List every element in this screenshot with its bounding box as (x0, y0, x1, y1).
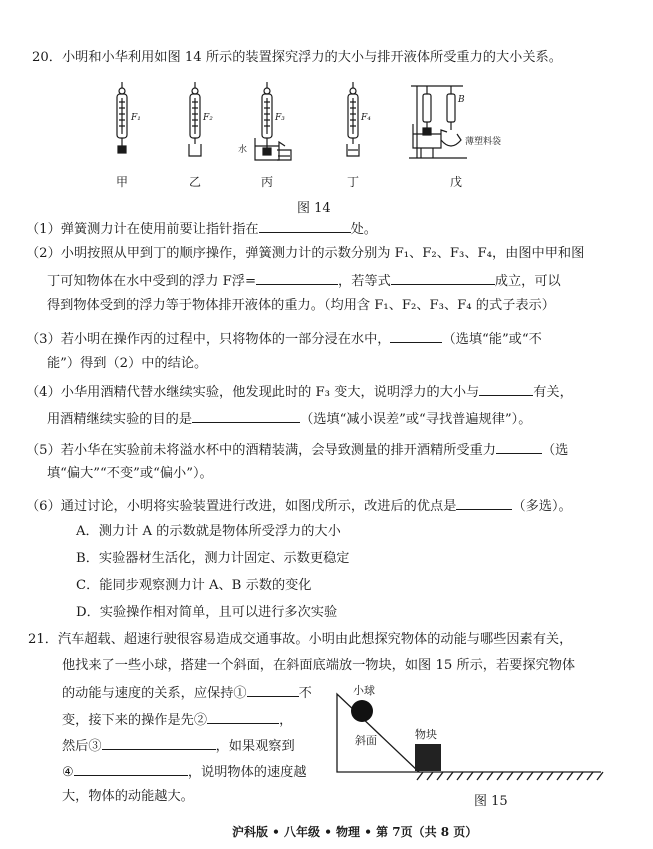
scale-jia-icon (117, 82, 127, 153)
q20-part4-purpose: 用酒精继续实验的目的是 (47, 412, 193, 427)
answer-blank-8[interactable] (456, 497, 512, 510)
label-block: 物块 (415, 728, 437, 741)
answer-blank-9[interactable] (247, 684, 299, 697)
q21-line1: 21．汽车超载、超速行驶很容易造成交通事故。小明由此想探究物体的动能与哪些因素有关， (28, 632, 573, 647)
figure-15-caption: 图 15 (474, 794, 508, 809)
q20-part3-text: （3）若小明在操作丙的过程中，只将物体的一部分浸在水中， (26, 332, 391, 347)
label-jia: 甲 (116, 175, 129, 189)
q20-part6 (26, 497, 572, 515)
page-footer: 沪科版 • 八年级 • 物理 • 第 7页（共 8 页） (232, 825, 478, 839)
answer-blank-5[interactable] (479, 383, 533, 396)
label-f2: F₂ (203, 113, 213, 123)
q21-line5 (62, 737, 295, 755)
label-ding: 丁 (347, 175, 360, 189)
answer-blank-4[interactable] (390, 330, 442, 343)
q20-part4-end: 有关， (533, 385, 573, 400)
scale-ding-icon (347, 82, 359, 156)
label-wu: 戊 (450, 175, 463, 189)
answer-blank-1[interactable] (259, 220, 351, 233)
q21-line4 (62, 711, 292, 729)
q20-part2-line1: （2）小明按照从甲到丁的顺序操作，弹簧测力计的示数分别为 F₁、F₂、F₃、F₄，由图中甲和图 (26, 246, 585, 261)
q21-line2: 他找来了一些小球，搭建一个斜面，在斜面底端放一物块，如图 15 所示，若要探究物体 (62, 658, 576, 673)
label-b: B (458, 95, 465, 105)
option-a: A．测力计 A 的示数就是物体所受浮力的大小 (76, 524, 341, 539)
scale-bing-icon (255, 82, 291, 160)
q21-keep-end: 不 (298, 686, 312, 701)
scale-yi-icon (189, 82, 201, 156)
q20-part5-text: （5）若小华在实验前未将溢水杯中的酒精装满，会导致测量的排开酒精所受重力 (26, 443, 496, 458)
label-f1: F₁ (131, 113, 141, 123)
q20-part5-line1 (26, 441, 568, 459)
q20-part6-end: （多选）。 (512, 499, 572, 514)
q20-part1-text: （1）弹簧测力计在使用前要让指针指在 (26, 222, 259, 237)
figure-15 (325, 680, 615, 785)
answer-blank-12[interactable] (74, 763, 188, 776)
ball-icon (351, 700, 373, 722)
q20-part5-choice: （选 (541, 443, 569, 458)
label-bing: 丙 (261, 175, 274, 189)
label-f4: F₄ (361, 113, 371, 123)
answer-blank-11[interactable] (102, 737, 216, 750)
option-b: B．实验器材生活化，测力计固定、示数更稳定 (76, 551, 350, 566)
q20-part1 (26, 220, 377, 238)
option-c: C．能同步观察测力计 A、B 示数的变化 (76, 578, 312, 593)
figure-14 (95, 80, 525, 192)
q20-part2-line2 (47, 272, 561, 290)
q21-line7: 大，物体的动能越大。 (62, 789, 194, 804)
incline-icon (337, 694, 419, 772)
answer-blank-3[interactable] (391, 272, 495, 285)
q20-part2-eq: ，若等式 (338, 274, 391, 289)
label-bag: 薄塑料袋 (465, 137, 502, 147)
block-icon (415, 744, 441, 771)
label-water: 水 (238, 145, 248, 155)
q20-part4-choice: （选填“减小误差”或“寻找普遍规律”）。 (300, 412, 532, 427)
q20-part3-line1 (26, 330, 542, 348)
q21-first: 变，接下来的操作是先② (62, 713, 208, 728)
q21-then-end: ，如果观察到 (215, 739, 295, 754)
answer-blank-10[interactable] (207, 711, 279, 724)
q21-keep: 的动能与速度的关系，应保持① (62, 686, 247, 701)
q20-part5-line2: 填“偏大”“不变”或“偏小”）。 (47, 466, 213, 481)
q21-line6 (62, 763, 307, 781)
q20-stem: 20．小明和小华利用如图 14 所示的装置探究浮力的大小与排开液体所受重力的大小关系。 (32, 50, 562, 65)
q20-part2-hold: 成立，可以 (494, 274, 561, 289)
answer-blank-6[interactable] (192, 410, 300, 423)
label-slope: 斜面 (355, 734, 377, 747)
q20-part2-line3: 得到物体受到的浮力等于物体排开液体的重力。（均用含 F₁、F₂、F₃、F₄ 的式子表示） (47, 298, 555, 313)
answer-blank-2[interactable] (256, 272, 338, 285)
q21-observe: ④ (62, 765, 74, 780)
q20-part3-line2: 能”）得到（2）中的结论。 (47, 356, 208, 371)
option-d: D．实验操作相对简单，且可以进行多次实验 (76, 605, 338, 620)
q20-part1-end: 处。 (350, 222, 377, 237)
figure-14-caption: 图 14 (297, 201, 331, 216)
q21-observe-end: ，说明物体的速度越 (187, 765, 307, 780)
label-yi: 乙 (189, 175, 202, 189)
q21-then: 然后③ (62, 739, 102, 754)
label-ball: 小球 (353, 684, 375, 697)
q20-part6-text: （6）通过讨论，小明将实验装置进行改进，如图戊所示，改进后的优点是 (26, 499, 457, 514)
q20-part4-line2 (47, 410, 531, 428)
label-f3: F₃ (275, 113, 285, 123)
q20-part4-text: （4）小华用酒精代替水继续实验，他发现此时的 F₃ 变大，说明浮力的大小与 (26, 385, 480, 400)
q20-part2-buoyancy: 丁可知物体在水中受到的浮力 F浮= (47, 274, 257, 289)
q20-part3-choice: （选填“能”或“不 (442, 332, 542, 347)
q20-part4-line1 (26, 383, 573, 401)
q21-first-end: ， (279, 713, 293, 728)
q21-line3 (62, 684, 312, 702)
answer-blank-7[interactable] (496, 441, 542, 454)
